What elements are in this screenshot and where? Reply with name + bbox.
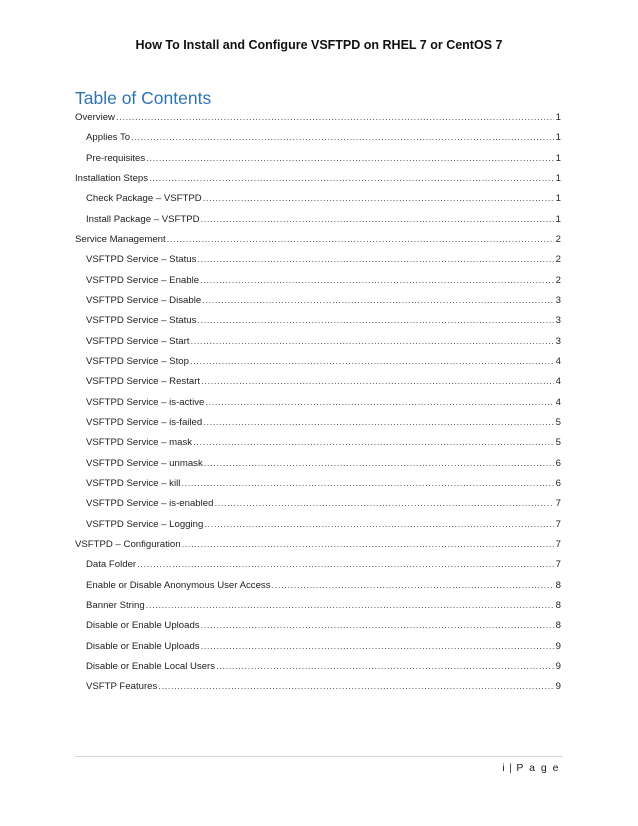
toc-dot-leader <box>204 456 554 471</box>
toc-dot-leader <box>137 557 554 572</box>
toc-entry[interactable] <box>75 517 561 537</box>
toc-entry-label: Disable or Enable Uploads <box>86 620 200 632</box>
toc-entry-label: VSFTP Features <box>86 681 158 693</box>
toc-entry[interactable] <box>75 354 561 374</box>
toc-dot-leader <box>203 191 554 206</box>
toc-entry-page-number: 6 <box>555 457 561 469</box>
toc-dot-leader <box>202 293 554 308</box>
toc-entry-label: VSFTPD Service – Status <box>86 315 197 327</box>
toc-entry[interactable] <box>75 496 561 516</box>
toc-entry-page-number: 1 <box>555 132 561 144</box>
toc-entry-page-number: 8 <box>555 579 561 591</box>
toc-entry-label: VSFTPD Service – is-failed <box>86 416 203 428</box>
toc-entry-label: Service Management <box>75 233 166 245</box>
toc-entry-page-number: 9 <box>555 640 561 652</box>
toc-entry[interactable] <box>75 313 561 333</box>
toc-entry[interactable] <box>75 191 561 211</box>
toc-entry-label: VSFTPD Service – Restart <box>86 376 201 388</box>
toc-entry-label: Check Package – VSFTPD <box>86 193 202 205</box>
toc-entry-label: VSFTPD Service – Start <box>86 335 190 347</box>
toc-dot-leader <box>197 313 554 328</box>
toc-entry-page-number: 7 <box>555 559 561 571</box>
page-footer <box>502 762 560 774</box>
toc-entry[interactable] <box>75 212 561 232</box>
toc-entry-page-number: 3 <box>555 315 561 327</box>
toc-dot-leader <box>197 252 554 267</box>
toc-entry[interactable] <box>75 557 561 577</box>
toc-dot-leader <box>214 496 554 511</box>
toc-entry-label: VSFTPD Service – Stop <box>86 355 189 367</box>
toc-entry[interactable] <box>75 334 561 354</box>
toc-entry[interactable] <box>75 415 561 435</box>
toc-entry-label: Enable or Disable Anonymous User Access <box>86 579 271 591</box>
toc-entry-page-number: 1 <box>555 112 561 123</box>
toc-entry[interactable] <box>75 618 561 638</box>
toc-entry-page-number: 8 <box>555 620 561 632</box>
toc-entry-label: Disable or Enable Local Users <box>86 660 216 672</box>
toc-entry[interactable] <box>75 110 561 130</box>
toc-dot-leader <box>181 476 554 491</box>
toc-entry-label: Banner String <box>86 599 145 611</box>
toc-dot-leader <box>131 130 554 145</box>
toc-dot-leader <box>116 110 554 125</box>
toc-entry-label: VSFTPD Service – Disable <box>86 294 202 306</box>
toc-dot-leader <box>149 171 554 186</box>
toc-dot-leader <box>204 517 554 532</box>
toc-dot-leader <box>205 395 554 410</box>
toc-entry-label: Installation Steps <box>75 172 149 184</box>
toc-dot-leader <box>193 435 554 450</box>
toc-entry-label: VSFTPD Service – is-enabled <box>86 498 214 510</box>
toc-dot-leader <box>216 659 554 674</box>
toc-entry-page-number: 7 <box>555 498 561 510</box>
document-header-title: How To Install and Configure VSFTPD on RHEL 7 or CentOS 7 <box>135 38 503 52</box>
toc-entry[interactable] <box>75 293 561 313</box>
toc-entry-label: VSFTPD Service – kill <box>86 477 181 489</box>
toc-entry[interactable] <box>75 374 561 394</box>
toc-dot-leader <box>272 578 554 593</box>
toc-dot-leader <box>146 598 554 613</box>
toc-entry-label: VSFTPD Service – mask <box>86 437 193 449</box>
toc-entry-page-number: 2 <box>555 233 561 245</box>
toc-entry-page-number: 1 <box>555 193 561 205</box>
toc-entry[interactable] <box>75 232 561 252</box>
toc-entry-page-number: 2 <box>555 254 561 266</box>
toc-entry[interactable] <box>75 476 561 496</box>
toc-entry[interactable] <box>75 130 561 150</box>
toc-entry-label: VSFTPD Service – Logging <box>86 518 204 530</box>
toc-dot-leader <box>190 354 554 369</box>
toc-entry-page-number: 3 <box>555 335 561 347</box>
toc-entry-label: Install Package – VSFTPD <box>86 213 200 225</box>
toc-dot-leader <box>146 151 554 166</box>
footer-separator: | <box>509 762 514 774</box>
toc-dot-leader <box>201 374 554 389</box>
toc-dot-leader <box>201 639 554 654</box>
toc-entry-page-number: 5 <box>555 416 561 428</box>
toc-dot-leader <box>190 334 554 349</box>
toc-entry-page-number: 1 <box>555 213 561 225</box>
toc-entry[interactable] <box>75 659 561 679</box>
toc-entry-label: Applies To <box>86 132 131 144</box>
toc-dot-leader <box>167 232 554 247</box>
toc-entry-page-number: 4 <box>555 396 561 408</box>
toc-entry-label: Pre-requisites <box>86 152 146 164</box>
toc-entry-page-number: 4 <box>555 376 561 388</box>
toc-entry[interactable] <box>75 395 561 415</box>
footer-page-word: P a g e <box>516 762 560 774</box>
toc-entry[interactable] <box>75 151 561 171</box>
toc-entry-page-number: 2 <box>555 274 561 286</box>
toc-dot-leader <box>201 212 554 227</box>
toc-entry[interactable] <box>75 171 561 191</box>
toc-entry-label: VSFTPD Service – is-active <box>86 396 205 408</box>
toc-entry-page-number: 7 <box>555 518 561 530</box>
toc-entry[interactable] <box>75 273 561 293</box>
toc-heading: Table of Contents <box>75 88 212 108</box>
footer-divider <box>75 756 563 757</box>
toc-entry-page-number: 1 <box>555 152 561 164</box>
toc-entry[interactable] <box>75 639 561 659</box>
toc-dot-leader <box>201 618 554 633</box>
toc-entry-page-number: 1 <box>555 172 561 184</box>
toc-entry-page-number: 3 <box>555 294 561 306</box>
toc-dot-leader <box>158 679 554 694</box>
toc-entry[interactable] <box>75 435 561 455</box>
toc-entry-label: VSFTPD Service – Enable <box>86 274 200 286</box>
toc-entry[interactable] <box>75 252 561 272</box>
toc-entry-page-number: 7 <box>555 538 561 550</box>
toc-entry[interactable] <box>75 598 561 618</box>
toc-entry-label: VSFTPD Service – unmask <box>86 457 203 469</box>
toc-entry[interactable] <box>75 578 561 598</box>
table-of-contents <box>75 110 561 700</box>
toc-entry-label: VSFTPD Service – Status <box>86 254 197 266</box>
footer-page-number: i <box>502 762 507 774</box>
toc-entry-page-number: 9 <box>555 681 561 693</box>
toc-dot-leader <box>203 415 554 430</box>
toc-entry-label: Disable or Enable Uploads <box>86 640 200 652</box>
toc-entry-label: VSFTPD – Configuration <box>75 538 181 550</box>
toc-entry[interactable] <box>75 537 561 557</box>
toc-dot-leader <box>182 537 554 552</box>
toc-entry-page-number: 9 <box>555 660 561 672</box>
toc-entry-page-number: 4 <box>555 355 561 367</box>
toc-entry-label: Data Folder <box>86 559 137 571</box>
toc-entry-page-number: 8 <box>555 599 561 611</box>
toc-entry-label: Overview <box>75 112 115 123</box>
toc-entry-page-number: 6 <box>555 477 561 489</box>
toc-entry-page-number: 5 <box>555 437 561 449</box>
toc-entry[interactable] <box>75 679 561 699</box>
toc-dot-leader <box>200 273 554 288</box>
toc-entry[interactable] <box>75 456 561 476</box>
